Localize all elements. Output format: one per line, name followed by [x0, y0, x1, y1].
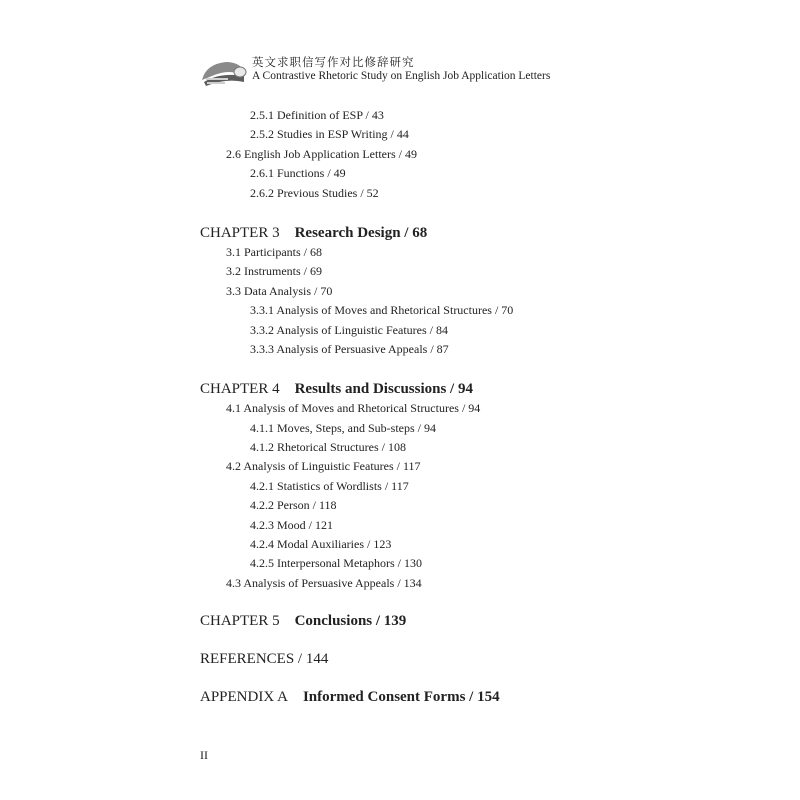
toc-entry: 2.6.1 Functions / 49: [250, 166, 346, 181]
toc-entry: 4.2.1 Statistics of Wordlists / 117: [250, 478, 409, 493]
chapter-heading: [200, 379, 720, 399]
toc-entry: 3.3.1 Analysis of Moves and Rhetorical Structures / 70: [250, 303, 514, 318]
toc-entry: 4.1 Analysis of Moves and Rhetorical Structures / 94: [226, 401, 481, 416]
toc-entry: 4.2.5 Interpersonal Metaphors / 130: [250, 556, 422, 571]
toc-entry: 4.2.4 Modal Auxiliaries / 123: [250, 537, 392, 552]
toc-entry: 3.1 Participants / 68: [226, 244, 322, 259]
book-logo-icon: [200, 54, 248, 90]
toc-entry: 2.5.1 Definition of ESP / 43: [250, 108, 384, 122]
chapter-title: Research Design / 68: [294, 224, 428, 241]
appendix-title: Informed Consent Forms / 154: [302, 689, 500, 706]
toc-entry: 3.3.3 Analysis of Persuasive Appeals / 87: [250, 341, 449, 356]
toc-entry: 4.2.2 Person / 118: [250, 498, 337, 513]
references-heading: [200, 649, 720, 669]
appendix-heading: [200, 687, 720, 707]
references-label: REFERENCES / 144: [200, 651, 329, 668]
toc-entry: 2.6 English Job Application Letters / 49: [226, 146, 417, 161]
header-title-english: A Contrastive Rhetoric Study on English Job Application Letters: [252, 70, 551, 82]
chapter-label: CHAPTER 4: [200, 381, 280, 398]
toc-entry: 4.2.3 Mood / 121: [250, 517, 334, 532]
toc-entry: 3.3 Data Analysis / 70: [226, 283, 333, 298]
chapter-label: CHAPTER 5: [200, 613, 280, 630]
chapter-heading: [200, 611, 720, 631]
toc-entry: 4.3 Analysis of Persuasive Appeals / 134: [226, 575, 422, 590]
running-header: [200, 52, 620, 92]
chapter-label: CHAPTER 3: [200, 224, 280, 241]
appendix-label: APPENDIX A: [200, 689, 288, 706]
chapter-heading: [200, 223, 720, 243]
toc-entry: 4.2 Analysis of Linguistic Features / 117: [226, 459, 421, 474]
table-of-contents: [200, 106, 720, 707]
toc-entry: 2.5.2 Studies in ESP Writing / 44: [250, 127, 409, 142]
toc-entry: 4.1.1 Moves, Steps, and Sub-steps / 94: [250, 420, 436, 435]
toc-entry: 4.1.2 Rhetorical Structures / 108: [250, 440, 406, 455]
toc-entry: 3.3.2 Analysis of Linguistic Features / 84: [250, 322, 448, 337]
chapter-title: Results and Discussions / 94: [294, 381, 473, 398]
toc-entry: 2.6.2 Previous Studies / 52: [250, 185, 379, 200]
header-title-chinese: 英文求职信写作对比修辞研究: [252, 57, 415, 69]
page-number: II: [200, 748, 208, 762]
chapter-title: Conclusions / 139: [294, 613, 407, 630]
toc-entry: 3.2 Instruments / 69: [226, 264, 322, 279]
